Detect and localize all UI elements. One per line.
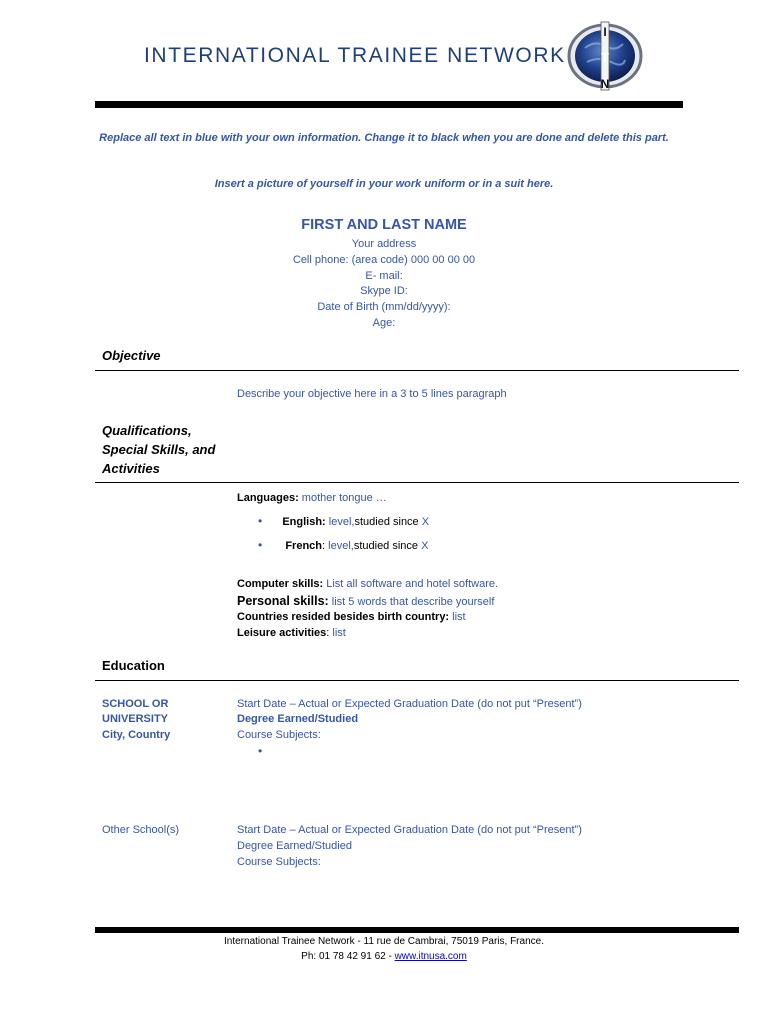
school1-name-line1: SCHOOL OR bbox=[102, 698, 169, 710]
personal-skills-label: Personal skills: bbox=[237, 594, 329, 608]
objective-heading: Objective bbox=[102, 348, 161, 363]
computer-skills-value: List all software and hotel software. bbox=[326, 578, 499, 590]
objective-divider bbox=[95, 370, 739, 371]
computer-skills-label: Computer skills: bbox=[237, 578, 324, 590]
countries-line bbox=[237, 610, 466, 625]
logo-letter-t: T bbox=[601, 50, 609, 65]
school2-dates: Start Date – Actual or Expected Graduation Date (do not put “Present”) bbox=[237, 824, 582, 836]
english-label: English: bbox=[282, 516, 326, 528]
english-since-x: X bbox=[421, 516, 430, 528]
leisure-colon: : bbox=[326, 627, 330, 639]
instruction-replace-text: Replace all text in blue with your own information. Change it to black when you are done and delete this part. bbox=[99, 132, 669, 144]
school2-name: Other School(s) bbox=[102, 824, 180, 836]
personal-skills-line bbox=[237, 594, 494, 610]
logo-letter-i: I bbox=[603, 25, 607, 39]
school2-degree: Degree Earned/Studied bbox=[237, 840, 352, 852]
french-level: level, bbox=[328, 540, 354, 552]
date-of-birth: Date of Birth (mm/dd/yyyy): bbox=[317, 301, 451, 313]
address: Your address bbox=[351, 238, 417, 250]
email: E- mail: bbox=[365, 270, 403, 282]
french-colon: : bbox=[322, 540, 326, 552]
qualifications-heading bbox=[102, 421, 215, 478]
leisure-line bbox=[237, 626, 346, 641]
school1-degree: Degree Earned/Studied bbox=[237, 713, 359, 725]
qualifications-heading-line2: Special Skills, and bbox=[102, 442, 216, 457]
school1-city-country: City, Country bbox=[102, 729, 171, 741]
company-title: INTERNATIONAL TRAINEE NETWORK bbox=[144, 44, 566, 67]
english-line bbox=[258, 514, 429, 530]
languages-line bbox=[237, 491, 387, 506]
english-since: studied since bbox=[354, 516, 419, 528]
french-label: French bbox=[285, 540, 323, 552]
bullet-icon: • bbox=[258, 538, 263, 552]
bullet-icon: • bbox=[258, 744, 263, 758]
french-since-x: X bbox=[421, 540, 429, 552]
countries-value: list bbox=[452, 611, 466, 623]
education-divider bbox=[95, 680, 739, 681]
objective-text: Describe your objective here in a 3 to 5 lines paragraph bbox=[237, 388, 507, 400]
footer-address: International Trainee Network - 11 rue de Cambrai, 75019 Paris, France. bbox=[224, 936, 544, 947]
cell-phone: Cell phone: (area code) 000 00 00 00 bbox=[292, 254, 476, 266]
languages-label: Languages: bbox=[237, 492, 299, 504]
qualifications-heading-line1: Qualifications, bbox=[102, 423, 192, 438]
school1-dates: Start Date – Actual or Expected Graduation Date (do not put “Present”) bbox=[237, 698, 582, 710]
age: Age: bbox=[372, 317, 396, 329]
leisure-label: Leisure activities bbox=[237, 627, 327, 639]
qualifications-divider bbox=[95, 482, 739, 483]
french-line bbox=[258, 538, 428, 554]
footer-rule bbox=[95, 927, 739, 933]
skype-id: Skype ID: bbox=[360, 285, 408, 297]
french-since: studied since bbox=[353, 540, 419, 552]
website-link[interactable]: www.itnusa.com bbox=[394, 951, 467, 962]
personal-skills-value: list 5 words that describe yourself bbox=[331, 596, 495, 608]
school1-name-line2: UNIVERSITY bbox=[102, 713, 169, 725]
school2-course-subjects: Course Subjects: bbox=[237, 856, 321, 868]
logo-letter-n: N bbox=[600, 77, 610, 91]
qualifications-heading-line3: Activities bbox=[102, 461, 160, 476]
header-rule bbox=[95, 101, 683, 108]
languages-value: mother tongue … bbox=[301, 492, 387, 504]
full-name: FIRST AND LAST NAME bbox=[301, 217, 467, 233]
english-level: level, bbox=[328, 516, 355, 528]
computer-skills-line bbox=[237, 577, 498, 592]
school1-course-subjects: Course Subjects: bbox=[237, 729, 321, 741]
footer-contact bbox=[0, 949, 768, 964]
instruction-insert-picture: Insert a picture of yourself in your work uniform or in a suit here. bbox=[214, 178, 554, 190]
bullet-icon: • bbox=[258, 514, 263, 528]
itn-logo bbox=[565, 18, 649, 94]
education-heading: Education bbox=[102, 658, 165, 673]
leisure-value: list bbox=[332, 627, 346, 639]
countries-label: Countries resided besides birth country: bbox=[237, 611, 450, 623]
footer-phone: Ph: 01 78 42 91 62 - bbox=[301, 951, 395, 962]
